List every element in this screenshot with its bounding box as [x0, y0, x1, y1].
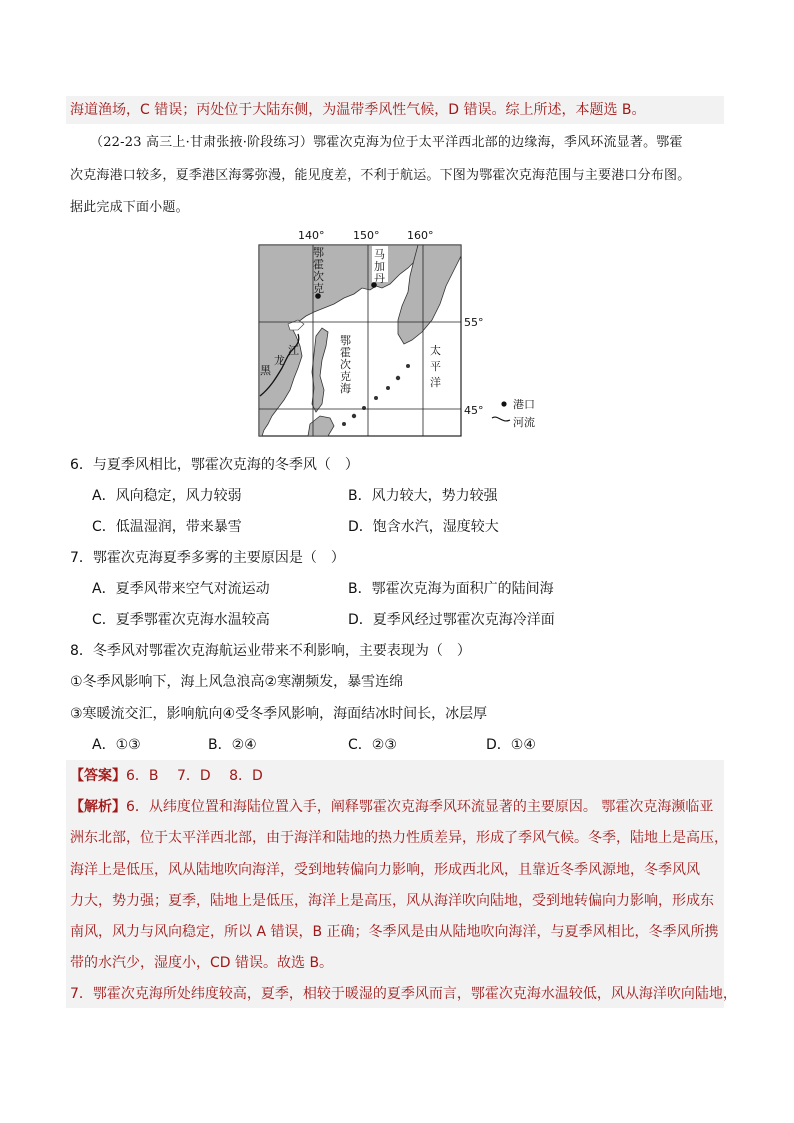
question-8-option-d[interactable]: D．①④: [486, 737, 536, 753]
analysis-line-5: 南风，风力与风向稳定，所以 A 错误，B 正确；冬季风是由从陆地吹向海洋，与夏季风相比，冬季风所携: [70, 924, 719, 940]
svg-text:太: 太: [430, 344, 441, 357]
question-7-stem: 7．鄂霍次克海夏季多雾的主要原因是（ ）: [70, 550, 345, 566]
question-6-option-c[interactable]: C．低温湿润，带来暴雪: [92, 519, 242, 535]
previous-analysis-text: 海道渔场，C 错误；丙处位于大陆东侧，为温带季风性气候，D 错误。综上所述，本题选 B。: [70, 102, 646, 118]
question-7-option-d[interactable]: D．夏季风经过鄂霍次克海冷洋面: [348, 612, 555, 628]
analysis-line-4: 力大，势力强；夏季，陆地上是低压，海洋上是高压，风从海洋吹向陆地，受到地转偏向力影响，形成东: [70, 893, 714, 909]
svg-text:海: 海: [340, 382, 351, 395]
question-8-option-b[interactable]: B．②④: [208, 737, 257, 753]
svg-text:鄂: 鄂: [313, 246, 324, 259]
analysis-label: 【解析】: [70, 799, 126, 815]
okhotsk-sea-map: [258, 228, 548, 438]
svg-text:马: 马: [374, 248, 385, 261]
svg-text:次: 次: [340, 358, 351, 371]
answer-line: [70, 766, 263, 786]
svg-text:洋: 洋: [430, 376, 441, 389]
question-6-stem: 6．与夏季风相比，鄂霍次克海的冬季风（ ）: [70, 457, 359, 473]
intro-line-3: 据此完成下面小题。: [70, 200, 189, 215]
answer-label: 【答案】: [70, 768, 126, 784]
lat-label-45: 45°: [464, 404, 484, 417]
question-8-option-c[interactable]: C．②③: [348, 737, 397, 753]
svg-text:克: 克: [340, 370, 351, 383]
analysis-line-6: 带的水汽少，湿度小，CD 错误。故选 B。: [70, 955, 334, 971]
label-okhotsk-sea: [340, 334, 351, 395]
analysis-line-7: 7．鄂霍次克海所处纬度较高，夏季，相较于暖湿的夏季风而言，鄂霍次克海水温较低，风从海洋吹向陆地，: [70, 986, 737, 1002]
intro-line-1: （22-23 高三上·甘肃张掖·阶段练习）鄂霍次克海为位于太平洋西北部的边缘海，季风环流显著。鄂霍: [90, 135, 683, 150]
question-8-option-a[interactable]: A．①③: [92, 737, 141, 753]
analysis-text-1: 6．从纬度位置和海陆位置入手，阐释鄂霍次克海季风环流显著的主要原因。 鄂霍次克海濒临亚: [126, 799, 714, 815]
legend-river-label: 河流: [513, 416, 535, 429]
legend-port-marker: [501, 401, 506, 406]
label-okhotsk-port: [313, 246, 324, 295]
analysis-line-2: 洲东北部，位于太平洋西北部，由于海洋和陆地的热力性质差异，形成了季风气候。冬季，陆地上是高压，: [70, 830, 728, 846]
svg-text:平: 平: [430, 360, 441, 373]
svg-text:鄂: 鄂: [340, 334, 351, 347]
label-pacific-ocean: [430, 343, 441, 389]
svg-text:龙: 龙: [274, 354, 285, 367]
question-7-option-c[interactable]: C．夏季鄂霍次克海水温较高: [92, 612, 270, 628]
svg-text:黑: 黑: [260, 364, 271, 377]
lon-label-140: 140°: [298, 229, 325, 242]
question-6-option-a[interactable]: A．风向稳定，风力较弱: [92, 488, 242, 504]
answer-values: 6．B 7．D 8．D: [126, 768, 263, 784]
legend-river-symbol: [492, 417, 510, 421]
analysis-line-3: 海洋上是低压，风从陆地吹向海洋，受到地转偏向力影响，形成西北风，且靠近冬季风源地，冬季风风: [70, 862, 700, 878]
svg-text:丹: 丹: [374, 272, 385, 285]
question-8-item-line-1: ①冬季风影响下，海上风急浪高②寒潮频发，暴雪连绵: [70, 674, 404, 690]
svg-text:霍: 霍: [313, 258, 324, 271]
question-7-option-a[interactable]: A．夏季风带来空气对流运动: [92, 581, 270, 597]
question-7-option-b[interactable]: B．鄂霍次克海为面积广的陆间海: [348, 581, 554, 597]
question-8-stem: 8．冬季风对鄂霍次克海航运业带来不利影响，主要表现为（ ）: [70, 643, 471, 659]
svg-text:加: 加: [374, 260, 385, 273]
legend-port-label: 港口: [513, 398, 535, 411]
svg-text:江: 江: [288, 344, 299, 357]
svg-text:克: 克: [313, 282, 324, 295]
svg-text:次: 次: [313, 270, 324, 283]
question-8-item-line-2: ③寒暖流交汇，影响航向④受冬季风影响，海面结冰时间长，冰层厚: [70, 706, 488, 722]
svg-text:霍: 霍: [340, 346, 351, 359]
intro-line-2: 次克海港口较多，夏季港区海雾弥漫，能见度差，不利于航运。下图为鄂霍次克海范围与主要港口分布图。: [70, 168, 691, 183]
lon-label-150: 150°: [353, 229, 380, 242]
question-6-option-d[interactable]: D．饱含水汽，湿度较大: [348, 519, 499, 535]
lon-label-160: 160°: [407, 229, 434, 242]
label-magadan-port: [372, 246, 388, 285]
analysis-line-1: [70, 797, 713, 817]
question-6-option-b[interactable]: B．风力较大，势力较强: [348, 488, 498, 504]
lat-label-55: 55°: [464, 316, 484, 329]
